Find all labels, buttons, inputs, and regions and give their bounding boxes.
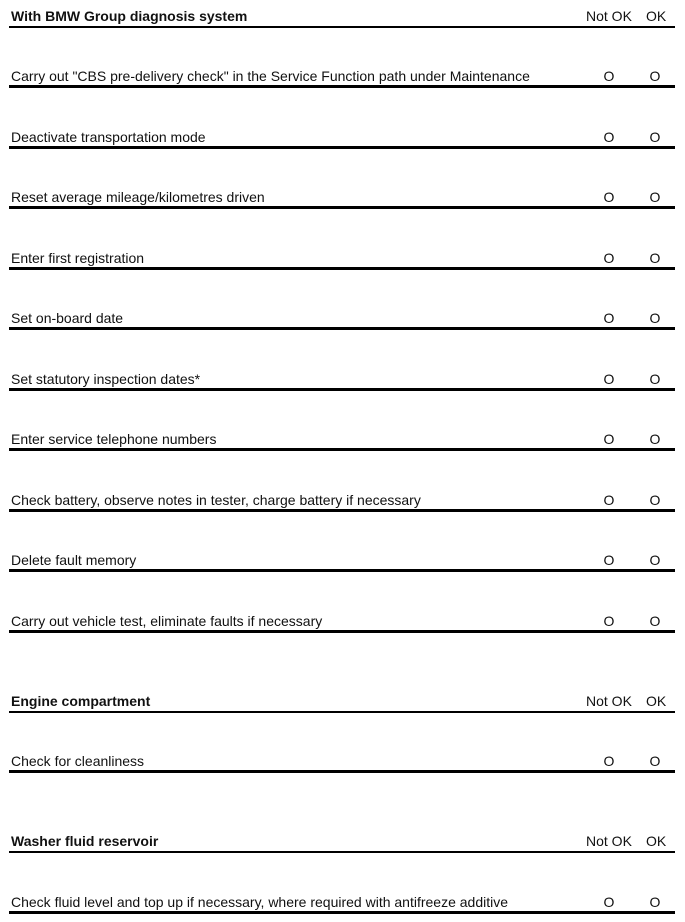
not-ok-checkbox[interactable]: O bbox=[603, 753, 615, 769]
column-header-ok: OK bbox=[646, 8, 667, 24]
checklist-item-label: Enter service telephone numbers bbox=[11, 431, 217, 447]
not-ok-checkbox[interactable]: O bbox=[603, 431, 615, 447]
ok-checkbox[interactable]: O bbox=[649, 189, 661, 205]
divider bbox=[9, 146, 675, 149]
divider bbox=[9, 569, 675, 572]
checklist-item-label: Reset average mileage/kilometres driven bbox=[11, 189, 265, 205]
divider bbox=[9, 448, 675, 451]
checklist-row bbox=[9, 548, 675, 572]
divider bbox=[9, 85, 675, 88]
checklist-item-label: Deactivate transportation mode bbox=[11, 129, 206, 145]
not-ok-checkbox[interactable]: O bbox=[603, 310, 615, 326]
ok-checkbox[interactable]: O bbox=[649, 250, 661, 266]
checklist-row bbox=[9, 64, 675, 88]
ok-checkbox[interactable]: O bbox=[649, 129, 661, 145]
divider bbox=[9, 267, 675, 270]
divider bbox=[9, 770, 675, 773]
divider bbox=[9, 327, 675, 330]
divider bbox=[9, 851, 675, 853]
ok-checkbox[interactable]: O bbox=[649, 894, 661, 910]
section-title: With BMW Group diagnosis system bbox=[11, 8, 248, 24]
section-header-diagnosis bbox=[9, 4, 675, 28]
not-ok-checkbox[interactable]: O bbox=[603, 492, 615, 508]
checklist-item-label: Check for cleanliness bbox=[11, 753, 145, 769]
checklist-row bbox=[9, 890, 675, 914]
checklist-row bbox=[9, 749, 675, 773]
not-ok-checkbox[interactable]: O bbox=[603, 250, 615, 266]
divider bbox=[9, 26, 675, 28]
section-title: Washer fluid reservoir bbox=[11, 833, 159, 849]
divider bbox=[9, 388, 675, 391]
checklist-item-label: Enter first registration bbox=[11, 250, 145, 266]
not-ok-checkbox[interactable]: O bbox=[603, 552, 615, 568]
not-ok-checkbox[interactable]: O bbox=[603, 371, 615, 387]
ok-checkbox[interactable]: O bbox=[649, 753, 661, 769]
checklist-item-label: Check battery, observe notes in tester, charge battery if necessary bbox=[11, 492, 421, 508]
column-header-not-ok: Not OK bbox=[586, 833, 632, 849]
checklist-row bbox=[9, 246, 675, 270]
ok-checkbox[interactable]: O bbox=[649, 371, 661, 387]
checklist-item-label: Carry out vehicle test, eliminate faults if necessary bbox=[11, 613, 323, 629]
checklist-item-label: Set statutory inspection dates* bbox=[11, 371, 201, 387]
divider bbox=[9, 630, 675, 633]
checklist-row bbox=[9, 185, 675, 209]
ok-checkbox[interactable]: O bbox=[649, 310, 661, 326]
ok-checkbox[interactable]: O bbox=[649, 68, 661, 84]
ok-checkbox[interactable]: O bbox=[649, 613, 661, 629]
column-header-ok: OK bbox=[646, 693, 667, 709]
divider bbox=[9, 911, 675, 914]
checklist-item-label: Carry out "CBS pre-delivery check" in the Service Function path under Maintenance bbox=[11, 68, 530, 84]
checklist-row bbox=[9, 488, 675, 512]
ok-checkbox[interactable]: O bbox=[649, 431, 661, 447]
column-header-ok: OK bbox=[646, 833, 667, 849]
checklist-item-label: Check fluid level and top up if necessary, where required with antifreeze additive bbox=[11, 894, 509, 910]
divider bbox=[9, 711, 675, 713]
not-ok-checkbox[interactable]: O bbox=[603, 894, 615, 910]
section-header-washer-fluid bbox=[9, 829, 675, 853]
divider bbox=[9, 206, 675, 209]
not-ok-checkbox[interactable]: O bbox=[603, 129, 615, 145]
checklist-row bbox=[9, 125, 675, 149]
checklist-item-label: Delete fault memory bbox=[11, 552, 137, 568]
not-ok-checkbox[interactable]: O bbox=[603, 189, 615, 205]
checklist-item-label: Set on-board date bbox=[11, 310, 124, 326]
ok-checkbox[interactable]: O bbox=[649, 492, 661, 508]
ok-checkbox[interactable]: O bbox=[649, 552, 661, 568]
checklist-row bbox=[9, 306, 675, 330]
checklist-row bbox=[9, 427, 675, 451]
column-header-not-ok: Not OK bbox=[586, 693, 632, 709]
not-ok-checkbox[interactable]: O bbox=[603, 68, 615, 84]
section-header-engine-compartment bbox=[9, 689, 675, 713]
divider bbox=[9, 509, 675, 512]
checklist-row bbox=[9, 609, 675, 633]
section-title: Engine compartment bbox=[11, 693, 151, 709]
column-header-not-ok: Not OK bbox=[586, 8, 632, 24]
not-ok-checkbox[interactable]: O bbox=[603, 613, 615, 629]
checklist-row bbox=[9, 367, 675, 391]
